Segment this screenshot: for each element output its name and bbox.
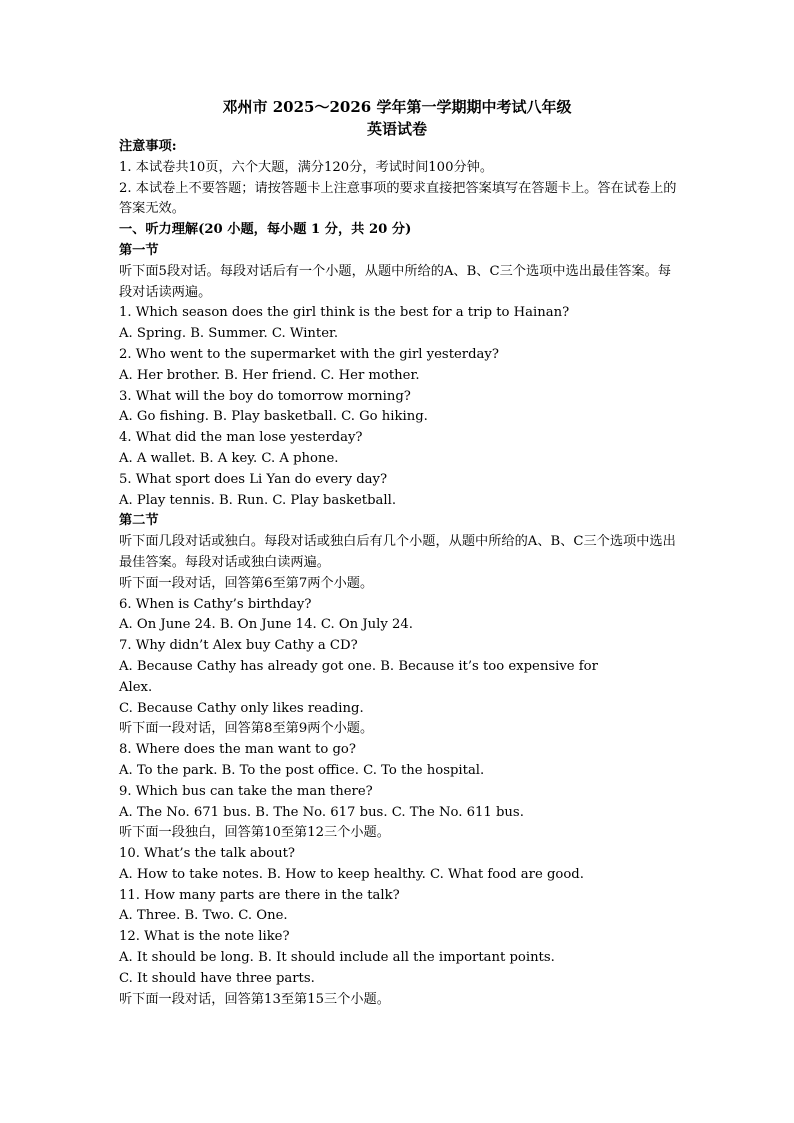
- part-heading: 第二节: [119, 513, 159, 529]
- question-line: 7. Why didn’t Alex buy Cathy a CD?: [119, 638, 358, 654]
- question-line: 5. What sport does Li Yan do every day?: [119, 471, 388, 487]
- part1-questions: [119, 303, 679, 511]
- question-line: A. On June 24. B. On June 14. C. On July 24.: [119, 617, 413, 633]
- question-line: 1. Which season does the girl think is the best for a trip to Hainan?: [119, 305, 570, 321]
- exam-title: 邓州市 2025～2026 学年第一学期期中考试八年级: [222, 98, 572, 116]
- question-line: 听下面一段独白，回答第10至第12三个小题。: [119, 825, 390, 841]
- part2-questions: [119, 574, 679, 1011]
- question-line: C. Because Cathy only likes reading.: [119, 700, 364, 716]
- question-line: A. Her brother. B. Her friend. C. Her mother.: [119, 367, 420, 383]
- exam-subtitle: 英语试卷: [366, 120, 427, 138]
- question-line: A. It should be long. B. It should include all the important points.: [119, 950, 555, 966]
- question-line: 8. Where does the man want to go?: [119, 742, 356, 758]
- notice-item: 2. 本试卷上不要答题；请按答题卡上注意事项的要求直接把答案填写在答题卡上。答在试卷上的答案无效。: [119, 180, 677, 217]
- question-line: A. The No. 671 bus. B. The No. 617 bus. C. The No. 611 bus.: [119, 804, 524, 820]
- notice-item: 1. 本试卷共10页，六个大题，满分120分，考试时间100分钟。: [119, 159, 494, 175]
- question-line: A. A wallet. B. A key. C. A phone.: [119, 450, 339, 466]
- question-line: A. To the park. B. To the post office. C. To the hospital.: [119, 762, 485, 778]
- question-line: 听下面一段对话，回答第13至第15三个小题。: [119, 991, 390, 1007]
- part-heading: 第一节: [119, 242, 159, 258]
- question-line: 听下面一段对话，回答第6至第7两个小题。: [119, 575, 374, 591]
- question-line: A. Go fishing. B. Play basketball. C. Go hiking.: [119, 409, 428, 425]
- question-line: 10. What’s the talk about?: [119, 846, 295, 862]
- question-line: A. Because Cathy has already got one. B. Because it’s too expensive for: [119, 658, 598, 674]
- question-line: A. How to take notes. B. How to keep healthy. C. What food are good.: [119, 866, 584, 882]
- exam-content: [119, 137, 679, 1010]
- question-line: A. Spring. B. Summer. C. Winter.: [119, 326, 339, 342]
- question-line: 6. When is Cathy’s birthday?: [119, 596, 312, 612]
- question-line: Alex.: [119, 679, 153, 695]
- question-line: 12. What is the note like?: [119, 929, 290, 945]
- question-line: 4. What did the man lose yesterday?: [119, 430, 363, 446]
- question-line: 9. Which bus can take the man there?: [119, 783, 373, 799]
- question-line: 听下面一段对话，回答第8至第9两个小题。: [119, 721, 374, 737]
- notice-heading: 注意事项:: [119, 139, 177, 154]
- question-line: 3. What will the boy do tomorrow morning?: [119, 388, 411, 404]
- section-heading: 一、听力理解(20 小题，每小题 1 分，共 20 分): [119, 222, 412, 238]
- question-line: A. Three. B. Two. C. One.: [119, 908, 288, 924]
- question-line: 11. How many parts are there in the talk?: [119, 887, 400, 903]
- question-line: C. It should have three parts.: [119, 970, 315, 986]
- question-line: 2. Who went to the supermarket with the girl yesterday?: [119, 346, 499, 362]
- part-instructions: 听下面5段对话。每段对话后有一个小题，从题中所给的A、B、C三个选项中选出最佳答案。每段对话读两遍。: [119, 263, 672, 300]
- part-instructions: 听下面几段对话或独白。每段对话或独白后有几个小题，从题中所给的A、B、C三个选项中选出最佳答案。每段对话或独白读两遍。: [119, 534, 676, 570]
- question-line: A. Play tennis. B. Run. C. Play basketball.: [119, 492, 397, 508]
